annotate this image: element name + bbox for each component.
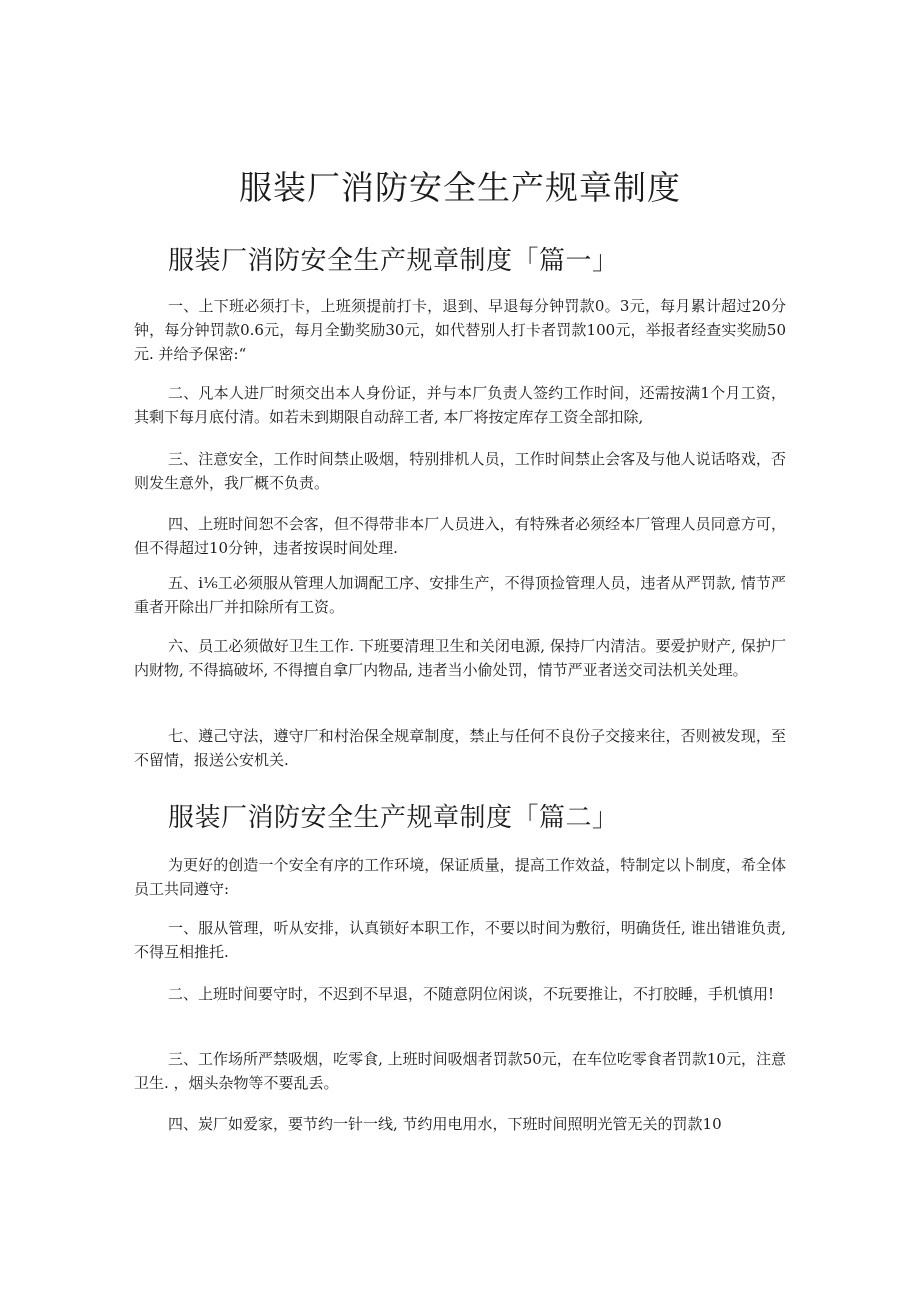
paragraph-part-one-5: 五、i⅙工必须服从管理人加调配工序、安排生产，不得顶捡管理人员，违者从严罚款, 情节严重者开除出厂并扣除所有工资。 (134, 574, 786, 616)
paragraph-part-one-4: 四、上班时间恕不会客，但不得带非本厂人员进入，有特殊者必须经本厂管理人员同意方可，但不得超过10分钟，违者按误时间处理. (134, 515, 786, 557)
paragraph-part-two-3: 二、上班时间要守时，不迟到不早退，不随意阴位闲谈，不玩要推让，不打胶睡，手机慎用! (168, 985, 775, 1003)
paragraph-part-two-1: 为更好的创造一个安全有序的工作环境，保证质量，提高工作效益，特制定以卜制度，希全体员工共同遵守: (134, 856, 786, 898)
section-heading-part-one: 服装厂消防安全生产规章制度「篇一」 (168, 246, 619, 276)
paragraph-part-two-2: 一、服从管理，听从安排，认真锁好本职工作，不要以时间为敷衍，明确货任, 谁出错谁负责, 不得互相推托. (134, 919, 786, 961)
paragraph-part-one-7: 七、遵己守法，遵守厂和村治保全规章制度，禁止与任何不良份子交接来往，否则被发现，至不留情，报送公安机关. (134, 727, 786, 769)
paragraph-part-one-6: 六、员工必须做好卫生工作. 下班要清理卫生和关闭电源, 保持厂内清洁。要爱护财产, 保护厂内财物, 不得搞破坏, 不得擅自拿厂内物品, 违者当小偷处罚，情节严亚者送交司法机关处理。 (134, 637, 786, 679)
section-heading-part-two: 服装厂消防安全生产规章制度「篇二」 (168, 803, 619, 833)
paragraph-part-one-3: 三、注意安全，工作时间禁止吸烟，特别排机人员，工作时间禁止会客及与他人说话咯戏，否则发生意外，我厂概不负责。 (134, 450, 786, 492)
paragraph-part-one-2: 二、凡本人进厂时须交出本人身份证，并与本厂负责人签约工作时间，还需按满1个月工资，其剩下每月底付清。如若未到期限自动辞工者, 本厂将按定库存工资全部扣除, (134, 384, 786, 426)
paragraph-part-two-4: 三、工作场所严禁吸烟，吃零食, 上班时间吸烟者罚款50元，在车位吃零食者罚款10元，注意卫生. ，烟头杂物等不要乱丢。 (134, 1050, 786, 1092)
paragraph-part-two-5: 四、炭厂如爱家，要节约一针一线, 节约用电用水，下班时间照明光管无关的罚款10 (168, 1115, 722, 1133)
paragraph-part-one-1: 一、上下班必须打卡，上班须提前打卡，退到、早退每分钟罚款0。3元，每月累计超过20分钟，每分钟罚款0.6元，每月全勤奖励30元，如代替别人打卡者罚款100元，举报者经查实奖励50元. 并给予保密:“ (134, 297, 786, 363)
document-title: 服装厂消防安全生产规章制度 (239, 168, 681, 207)
